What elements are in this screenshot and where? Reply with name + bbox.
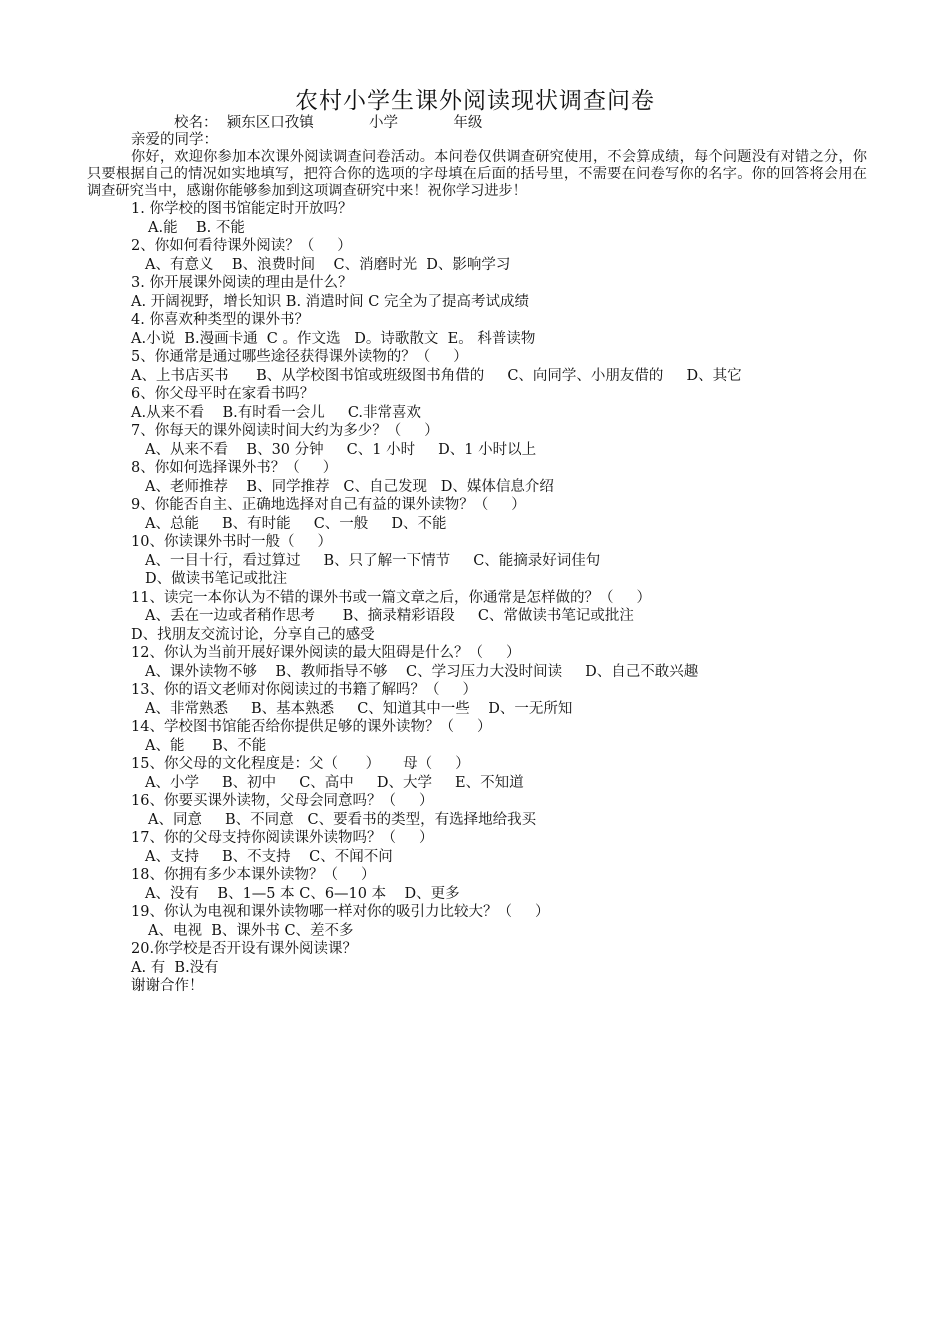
options-20: A. 有 B.没有 [131, 959, 219, 976]
question-14: 14、学校图书馆能否给你提供足够的课外读物？（ ） [131, 719, 492, 735]
options-11a: A、丢在一边或者稍作思考 B、摘录精彩语段 C、常做读书笔记或批注 [145, 608, 634, 624]
question-16: 16、你要买课外读物，父母会同意吗？（ ） [131, 793, 434, 809]
question-17: 17、你的父母支持你阅读课外读物吗？（ ） [131, 830, 434, 846]
options-1: A.能 B. 不能 [148, 219, 245, 236]
options-6: A.从来不看 B.有时看一会儿 C.非常喜欢 [131, 404, 422, 421]
school-line: 校名： 颍东区口孜镇 小学 年级 [174, 115, 483, 131]
greeting: 亲爱的同学： [131, 132, 218, 148]
options-8: A、老师推荐 B、同学推荐 C、自己发现 D、媒体信息介绍 [145, 478, 554, 495]
question-1: 1. 你学校的图书馆能定时开放吗？ [131, 201, 353, 217]
page-title: 农村小学生课外阅读现状调查问卷 [295, 88, 655, 114]
options-15: A、小学 B、初中 C、高中 D、大学 E、不知道 [145, 774, 524, 791]
question-11: 11、读完一本你认为不错的课外书或一篇文章之后，你通常是怎样做的？（ ） [131, 589, 651, 606]
question-2: 2、你如何看待课外阅读？（ ） [131, 238, 352, 254]
options-7: A、从来不看 B、30 分钟 C、1 小时 D、1 小时以上 [145, 441, 537, 458]
options-16: A、同意 B、不同意 C、要看书的类型，有选择地给我买 [148, 811, 537, 828]
options-4: A.小说 B.漫画卡通 C 。作文选 D。诗歌散文 E。 科普读物 [131, 330, 536, 347]
question-7: 7、你每天的课外阅读时间大约为多少？（ ） [131, 423, 439, 439]
question-20: 20.你学校是否开设有课外阅读课？ [131, 941, 358, 957]
question-18: 18、你拥有多少本课外读物？（ ） [131, 867, 376, 883]
options-10a: A、一目十行，看过算过 B、只了解一下情节 C、能摘录好词佳句 [145, 552, 601, 569]
question-4: 4. 你喜欢种类型的课外书？ [131, 312, 309, 328]
question-3: 3. 你开展课外阅读的理由是什么？ [131, 275, 353, 291]
options-9: A、总能 B、有时能 C、一般 D、不能 [145, 515, 447, 532]
options-17: A、支持 B、不支持 C、不闻不问 [145, 848, 393, 865]
options-10b: D、做读书笔记或批注 [145, 571, 288, 587]
intro-paragraph: 你好，欢迎你参加本次课外阅读调查问卷活动。本问卷仅供调查研究使用，不会算成绩，每个问题没有对错之分，你只要根据自己的情况如实地填写，把符合你的选项的字母填在后面的括号里，不需要在问卷写你的名字。你的回答将会用在调查研究当中，感谢你能够参加到这项调查研究中来！祝你学习进步！ [87, 149, 867, 199]
question-5: 5、你通常是通过哪些途径获得课外读物的？（ ） [131, 349, 468, 365]
question-12: 12、你认为当前开展好课外阅读的最大阻碍是什么？（ ） [131, 645, 521, 661]
question-15: 15、你父母的文化程度是：父（ ） 母（ ） [131, 756, 470, 772]
options-2: A、有意义 B、浪费时间 C、消磨时光 D、影响学习 [145, 256, 511, 273]
options-5: A、上书店买书 B、从学校图书馆或班级图书角借的 C、向同学、小朋友借的 D、其它 [131, 367, 742, 384]
options-18: A、没有 B、1—5 本 C、6—10 本 D、更多 [145, 885, 460, 902]
options-11b: D、找朋友交流讨论，分享自己的感受 [131, 626, 375, 643]
options-3: A. 开阔视野，增长知识 B. 消遣时间 C 完全为了提高考试成绩 [131, 293, 529, 310]
question-8: 8、你如何选择课外书？（ ） [131, 460, 338, 476]
question-10: 10、你读课外书时一般（ ） [131, 534, 332, 550]
question-9: 9、你能否自主、正确地选择对自己有益的课外读物？（ ） [131, 497, 526, 513]
options-13: A、非常熟悉 B、基本熟悉 C、知道其中一些 D、一无所知 [145, 700, 573, 717]
question-19: 19、你认为电视和课外读物哪一样对你的吸引力比较大？（ ） [131, 904, 550, 920]
options-12: A、课外读物不够 B、教师指导不够 C、学习压力大没时间读 D、自己不敢兴趣 [145, 663, 699, 680]
closing-thanks: 谢谢合作！ [131, 978, 204, 994]
question-list [0, 200, 950, 996]
options-14: A、能 B、不能 [145, 737, 267, 754]
question-13: 13、你的语文老师对你阅读过的书籍了解吗？（ ） [131, 682, 477, 698]
options-19: A、电视 B、课外书 C、差不多 [148, 922, 354, 939]
question-6: 6、你父母平时在家看书吗？ [131, 386, 315, 402]
